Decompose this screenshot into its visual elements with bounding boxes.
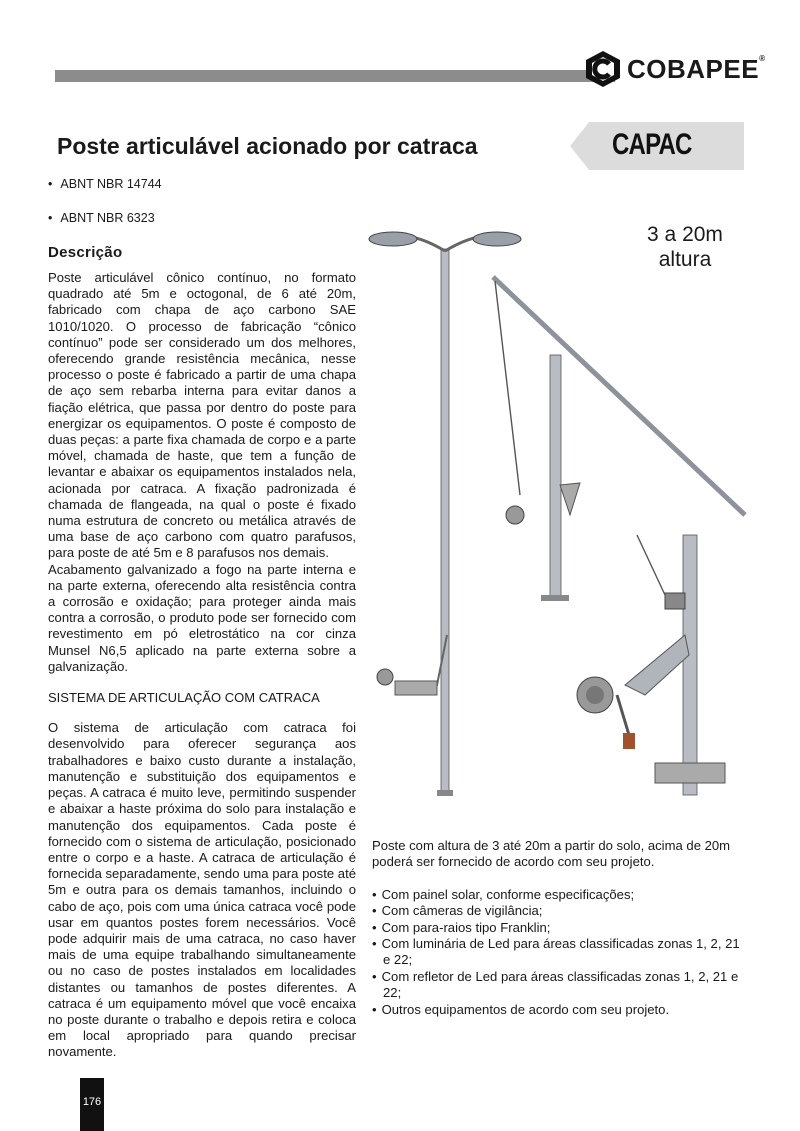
list-item: • Com para-raios tipo Franklin; <box>372 920 744 936</box>
list-item: • Com luminária de Led para áreas classificadas zonas 1, 2, 21 e 22; <box>372 936 744 969</box>
norm-item: • ABNT NBR 6323 <box>48 211 162 245</box>
cobapee-logo-icon <box>583 50 623 88</box>
pole-illustration <box>355 215 775 805</box>
section-title: SISTEMA DE ARTICULAÇÃO COM CATRACA <box>48 690 320 706</box>
product-code: CAPAC <box>612 128 692 161</box>
page-number: 176 <box>82 1096 102 1108</box>
description-text <box>48 270 356 1061</box>
list-item: • Outros equipamentos de acordo com seu projeto. <box>372 1002 744 1018</box>
product-code-tag <box>570 122 744 170</box>
paragraph: Poste articulável cônico contínuo, no formato quadrado até 5m e octogonal, de 6 até 20m, fabricado com chapa de aço carbono SAE 1010/1020. O processo de fabricação “cônico contínuo” pode ser considerado um dos melhores, oferecendo grande resistência mecânica, nesse processo o poste é fabricado a partir de uma chapa de aço sem rebarba interna para evitar danos a fiação elétrica, que passa por dentro do poste para energizar os equipamentos. O poste é composto de duas peças: a parte fixa chamada de corpo e a parte móvel, chamada de haste, que tem a função de levantar e abaixar os equipamentos instalados nela, acionada por catraca. A fixação padronizada é chamada de flangeada, na qual o poste é fixado numa estrutura de concreto ou metálica através de uma base de aço carbono com quatro parafusos, para poste de até 5m e 8 parafusos nos demais. <box>48 270 356 561</box>
description-heading: Descrição <box>48 244 123 261</box>
pole-tilted-icon <box>493 277 745 601</box>
norm-item: • ABNT NBR 14744 <box>48 177 162 211</box>
height-label: 3 a 20m altura <box>647 223 723 271</box>
brand-logo <box>583 50 765 88</box>
features-block <box>372 838 744 1018</box>
pole-tall-icon <box>369 232 521 796</box>
page-number-tab <box>80 1078 104 1131</box>
page-title: Poste articulável acionado por catraca <box>57 133 478 159</box>
ratchet-detail-icon <box>577 535 725 795</box>
paragraph: Acabamento galvanizado a fogo na parte interna e na parte externa, oferecendo alta resistência contra a corrosão e oxidação; para proteger ainda mais contra a corrosão, o produto pode ser fornecido com revestimento em pó eletrostático na cor cinza Munsel N6,5 aplicado na parte externa sobre a galvanização. <box>48 561 356 674</box>
brand-name: COBAPEE® <box>627 53 766 84</box>
norms-list <box>48 177 162 245</box>
feature-list <box>372 887 744 1018</box>
list-item: • Com refletor de Led para áreas classificadas zonas 1, 2, 21 e 22; <box>372 969 744 1002</box>
list-item: • Com câmeras de vigilância; <box>372 903 744 919</box>
list-item: • Com painel solar, conforme especificações; <box>372 887 744 903</box>
paragraph: O sistema de articulação com catraca foi desenvolvido para oferecer segurança aos trabalhadores e baixo custo durante a instalação, manutenção e substituição dos equipamentos e peças. A catraca é muito leve, permitindo suspender e abaixar a haste próxima do solo para instalação e manutenção dos equipamentos. Cada poste é fornecido com o sistema de articulação, posicionado entre o corpo e a haste. A catraca de articulação é fornecida separadamente, sendo uma para poste até 5m e outra para os demais tamanhos, incluindo o cabo de aço, pois com uma única catraca você pode usar em quantos postes forem necessários. Você pode adquirir mais de uma catraca, no caso haver mais de uma equipe trabalhando simultaneamente ou no caso de postes instalados em localidades distantes ou tamanhos de postes diferentes. A catraca é um equipamento móvel que você encaixa no poste durante o trabalho e depois retira e coloca em local apropriado para quando precisar novamente. <box>48 720 356 1060</box>
intro-text: Poste com altura de 3 até 20m a partir do solo, acima de 20m poderá ser fornecido de acordo com seu projeto. <box>372 838 731 870</box>
header-bar <box>55 70 615 82</box>
